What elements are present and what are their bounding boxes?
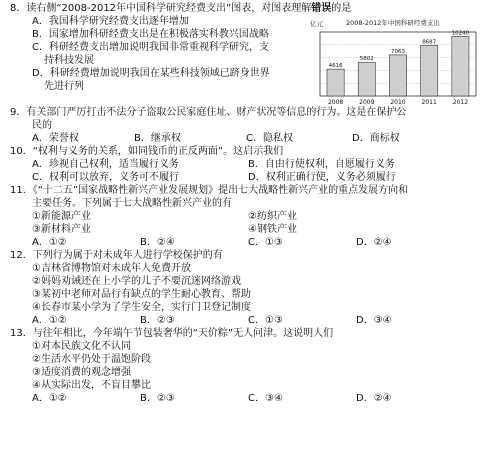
x-tick-label: 2011 [421,99,437,106]
question-10-option-d: D．权利正确行使，义务必须履行 [248,172,396,183]
question-13-option-a: A．①② [32,393,67,404]
question-10-option-a: A．珍视自己权利，适当履行义务 [32,159,179,170]
question-11-option-c: C．①③ [248,237,283,248]
bar-2012 [452,36,469,96]
bar-2011 [421,45,438,96]
bar-2010 [389,55,406,96]
question-12-item-2: ②妈妈劝诫还在上小学的儿子不要沉迷网络游戏 [32,276,241,287]
question-13-option-c: C．③④ [248,393,283,404]
bar-value-label: 8687 [422,39,437,46]
question-13-item-1: ①对本民族文化不认同 [32,341,131,352]
question-8 [10,2,486,106]
stem-emphasis: 错误 [311,3,332,14]
question-11-option-a: A．①② [32,237,67,248]
chart-ylabel: 亿元 [310,20,323,28]
question-12-option-c: C．①③ [248,315,283,326]
question-11 [10,184,486,249]
bar-2009 [358,62,375,96]
question-8-option-d: D．科研经费增加说明我国在某些科技领域已跻身世界 [32,68,270,79]
chart-title: 2008-2012年中国科研经费支出 [346,19,440,27]
question-11-stem: 11．《“十二五”国家战略性新兴产业发展规划》提出七大战略性新兴产业的重点发展方向和 [10,185,409,196]
question-11-item-1: ①新能源产业 [32,211,91,222]
question-13-option-d: D．②④ [356,393,392,404]
question-12-option-d: D．③④ [356,315,392,326]
question-11-stem-cont: 主要任务。下列属于七大战略性新兴产业的有 [32,198,232,209]
x-tick-label: 2010 [390,99,406,106]
question-12 [10,249,486,327]
question-12-item-3: ③某初中老师对品行有缺点的学生耐心教育、帮助 [32,289,251,300]
x-tick-label: 2012 [452,99,469,106]
question-13-item-3: ③适度消费的观念增强 [32,367,131,378]
question-9-options [10,132,486,145]
question-9-stem-cont: 民的 [32,120,52,131]
question-8-option-a: A．我国科学研究经费支出逐年增加 [32,16,189,27]
question-12-stem: 12．下列行为属于对未成年人进行学校保护的有 [10,250,223,261]
exam-page [10,2,486,405]
x-tick-label: 2008 [327,99,344,106]
question-11-item-4: ④钢铁产业 [248,224,297,235]
question-12-item-4: ④长春市某小学为了学生安全，实行门卫登记制度 [32,302,251,313]
question-12-item-1: ①吉林省博物馆对未成年人免费开放 [32,263,191,274]
question-12-option-a: A．①② [32,315,67,326]
question-8-option-b: B．国家增加科研经费支出是在积极落实科教兴国战略 [32,29,269,40]
question-13-options [10,392,486,405]
question-11-options [10,236,486,249]
question-13 [10,327,486,405]
question-9-option-b: B．继承权 [134,133,181,144]
question-9-option-c: C．隐私权 [246,133,293,144]
question-8-option-c-cont: 持科技发展 [44,55,94,66]
bar-value-label: 7063 [391,48,405,55]
question-9-option-a: A．荣誉权 [32,133,79,144]
question-10-option-c: C．权利可以放弃，义务可不履行 [32,172,179,183]
question-12-options [10,314,486,327]
question-8-stem: 8．读右侧“2008-2012年中国科学研究经费支出”图表，对图表理解错误的是 [10,3,352,14]
question-13-item-2: ②生活水平仍处于温饱阶段 [32,354,151,365]
question-9 [10,106,486,145]
question-11-item-3: ③新材料产业 [32,224,91,235]
question-9-option-d: D．商标权 [352,133,400,144]
question-13-item-4: ④从实际出发，不盲目攀比 [32,380,151,391]
question-13-option-b: B．②③ [140,393,175,404]
research-funding-chart [308,16,480,108]
x-tick-label: 2009 [359,99,375,106]
question-10 [10,145,486,184]
bar-2008 [327,69,344,96]
question-10-stem: 10．“权利与义务的关系，如同钱币的正反两面”。这启示我们 [10,146,284,157]
bar-value-label: 4616 [328,63,343,70]
question-11-item-2: ②纺织产业 [248,211,297,222]
question-13-stem: 13．与往年相比，今年端午节包装奢华的“天价粽”无人问津。这说明人们 [10,328,334,339]
bar-value-label: 10240 [451,30,470,37]
question-8-option-c: C．科研经费支出增加说明我国非常重视科学研究，支 [32,42,269,53]
question-10-option-b: B．自由行使权利，自愿履行义务 [248,159,395,170]
question-12-option-b: B．②③ [140,315,175,326]
question-8-option-d-cont: 先进行列 [44,81,84,92]
question-11-option-d: D．②④ [356,237,392,248]
question-11-option-b: B．②④ [140,237,175,248]
chart-plot-area [320,30,476,106]
bar-value-label: 5802 [359,56,374,63]
question-9-stem: 9．有关部门严厉打击不法分子盗取公民家庭住址、财产状况等信息的行为。这是在保护公 [10,107,407,118]
